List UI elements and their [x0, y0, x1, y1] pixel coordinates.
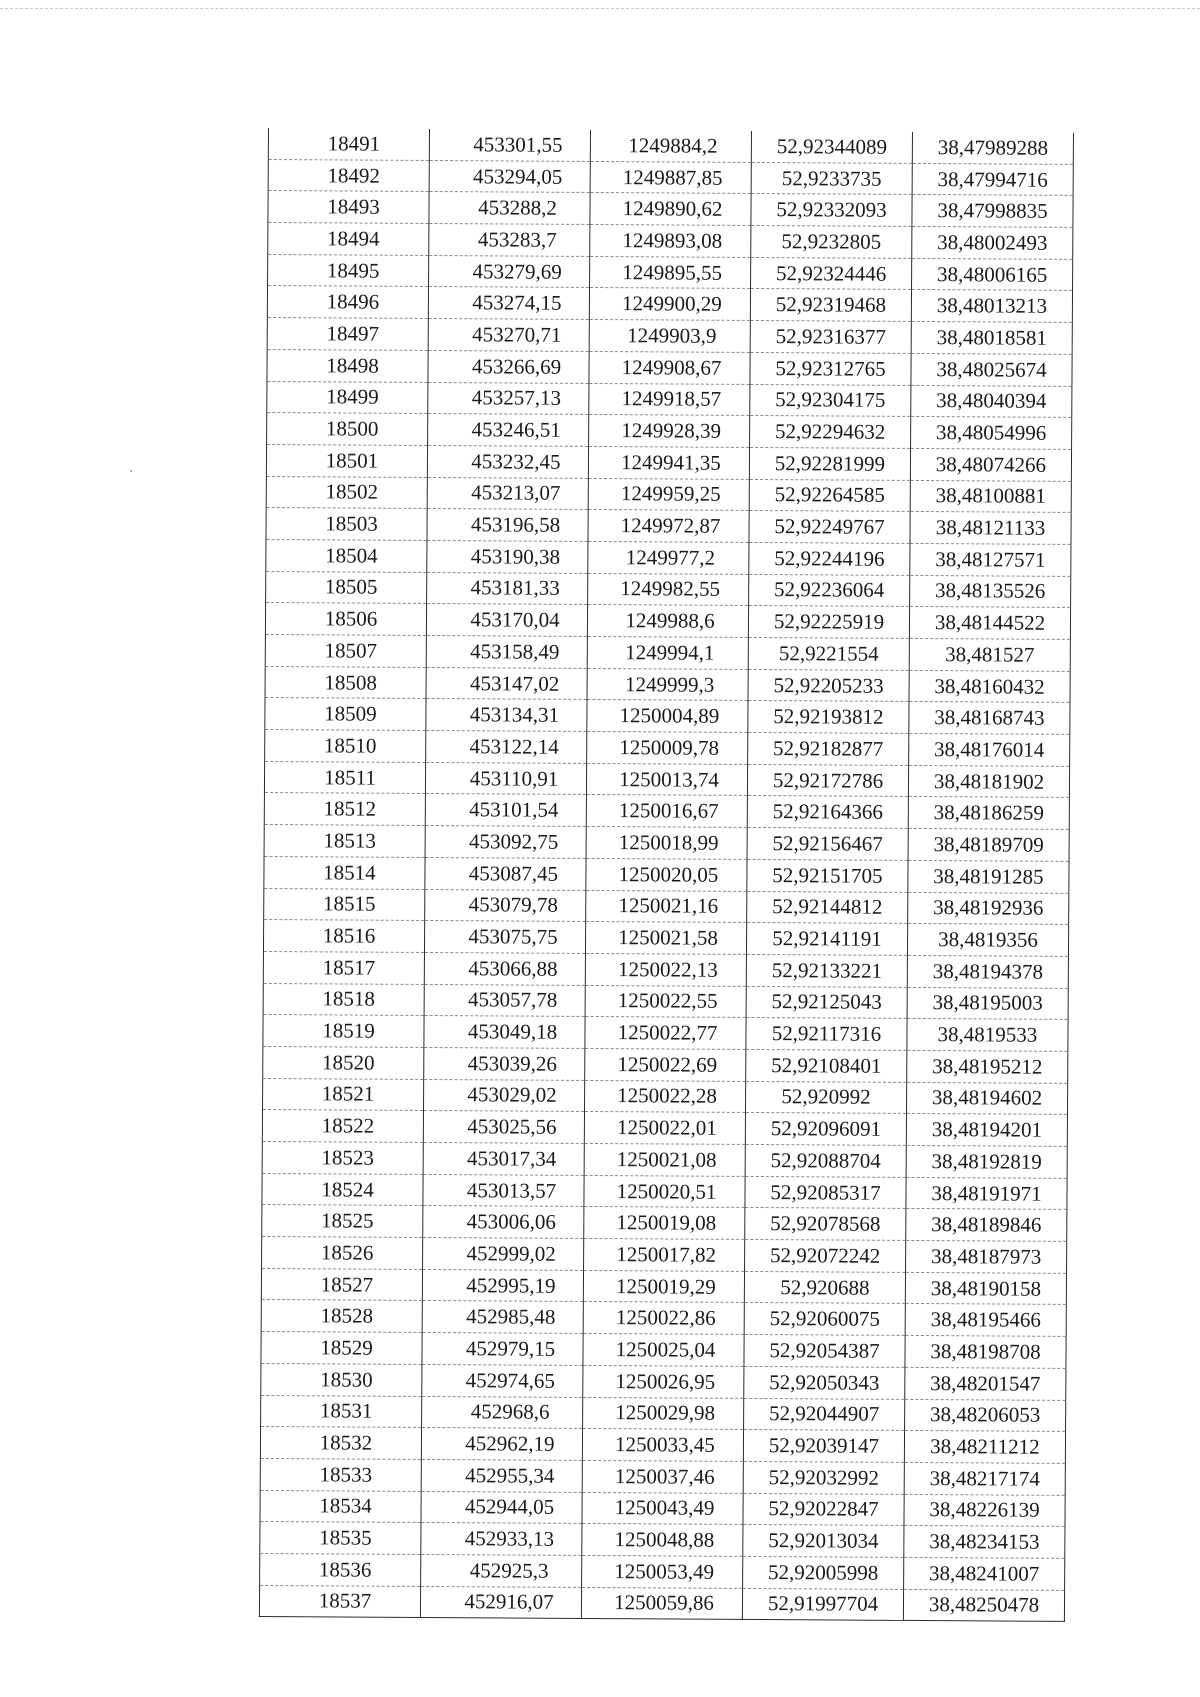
y-coordinate-cell: 1250059,86: [581, 1587, 742, 1620]
y-coordinate-cell: 1249890,62: [590, 193, 751, 226]
point-number-cell: 18513: [264, 825, 425, 858]
table-row: [261, 1363, 1066, 1400]
longitude-cell: 38,48192819: [906, 1145, 1067, 1178]
point-number-cell: 18537: [259, 1585, 420, 1618]
y-coordinate-cell: 1250021,08: [584, 1143, 745, 1176]
latitude-cell: 52,920992: [745, 1081, 906, 1114]
table-row: [267, 413, 1072, 450]
table-row: [263, 1078, 1068, 1115]
longitude-cell: 38,48074266: [910, 448, 1071, 481]
latitude-cell: 52,92332093: [751, 194, 912, 227]
x-coordinate-cell: 452933,13: [421, 1523, 582, 1556]
point-number-cell: 18495: [268, 254, 429, 287]
latitude-cell: 52,92085317: [745, 1176, 906, 1209]
point-number-cell: 18497: [267, 318, 428, 351]
longitude-cell: 38,48013213: [911, 290, 1072, 323]
table-row: [266, 508, 1071, 545]
latitude-cell: 52,92078568: [745, 1208, 906, 1241]
table-row: [262, 1237, 1067, 1274]
point-number-cell: 18503: [266, 508, 427, 541]
x-coordinate-cell: 453134,31: [426, 699, 587, 732]
point-number-cell: 18524: [262, 1173, 423, 1206]
longitude-cell: 38,48040394: [911, 385, 1072, 418]
longitude-cell: 38,48211212: [904, 1431, 1065, 1464]
y-coordinate-cell: 1250022,13: [585, 953, 746, 986]
point-number-cell: 18515: [264, 888, 425, 921]
table-row: [268, 191, 1073, 228]
longitude-cell: 38,48195466: [905, 1304, 1066, 1337]
y-coordinate-cell: 1249908,67: [589, 351, 750, 384]
latitude-cell: 52,92133221: [746, 954, 907, 987]
latitude-cell: 52,92022847: [743, 1493, 904, 1526]
latitude-cell: 52,9232805: [751, 226, 912, 259]
latitude-cell: 52,92144812: [747, 891, 908, 924]
longitude-cell: 38,47998835: [912, 195, 1073, 228]
table-row: [265, 666, 1070, 703]
y-coordinate-cell: 1249982,55: [588, 573, 749, 606]
table-row: [263, 920, 1068, 957]
x-coordinate-cell: 453257,13: [428, 382, 589, 415]
table-row: [263, 983, 1068, 1020]
latitude-cell: 52,9233735: [751, 162, 912, 195]
table-row: [268, 128, 1073, 164]
y-coordinate-cell: 1249887,85: [590, 161, 751, 194]
table-row: [263, 1046, 1068, 1083]
x-coordinate-cell: 453246,51: [428, 414, 589, 447]
y-coordinate-cell: 1249884,2: [590, 130, 751, 162]
point-number-cell: 18528: [261, 1300, 422, 1333]
point-number-cell: 18504: [266, 539, 427, 572]
x-coordinate-cell: 453039,26: [424, 1047, 585, 1080]
latitude-cell: 52,92164366: [747, 796, 908, 829]
point-number-cell: 18508: [265, 666, 426, 699]
point-number-cell: 18507: [265, 634, 426, 667]
point-number-cell: 18533: [260, 1458, 421, 1491]
x-coordinate-cell: 453079,78: [425, 889, 586, 922]
point-number-cell: 18522: [262, 1110, 423, 1143]
table-row: [265, 698, 1070, 735]
point-number-cell: 18502: [266, 476, 427, 509]
x-coordinate-cell: 453075,75: [424, 921, 585, 954]
latitude-cell: 52,92182877: [748, 733, 909, 766]
y-coordinate-cell: 1250022,86: [583, 1302, 744, 1335]
longitude-cell: 38,48025674: [911, 353, 1072, 386]
latitude-cell: 52,9221554: [748, 637, 909, 670]
x-coordinate-cell: 452955,34: [421, 1459, 582, 1492]
longitude-cell: 38,48201547: [905, 1367, 1066, 1400]
y-coordinate-cell: 1249999,3: [587, 668, 748, 701]
x-coordinate-cell: 453049,18: [424, 1016, 585, 1049]
point-number-cell: 18492: [268, 159, 429, 192]
longitude-cell: 38,48226139: [904, 1494, 1065, 1527]
point-number-cell: 18499: [267, 381, 428, 414]
table-row: [261, 1332, 1066, 1369]
table-row: [259, 1585, 1064, 1622]
y-coordinate-cell: 1250022,55: [585, 985, 746, 1018]
table-row: [266, 476, 1071, 513]
table-row: [261, 1268, 1066, 1305]
y-coordinate-cell: 1250019,08: [584, 1207, 745, 1240]
point-number-cell: 18505: [266, 571, 427, 604]
y-coordinate-cell: 1250016,67: [586, 795, 747, 828]
y-coordinate-cell: 1250013,74: [586, 763, 747, 796]
point-number-cell: 18523: [262, 1141, 423, 1174]
point-number-cell: 18517: [263, 951, 424, 984]
latitude-cell: 52,92039147: [743, 1430, 904, 1463]
longitude-cell: 38,4819533: [907, 1019, 1068, 1052]
longitude-cell: 38,48191971: [906, 1177, 1067, 1210]
latitude-cell: 52,92072242: [745, 1239, 906, 1272]
x-coordinate-cell: 453274,15: [428, 287, 589, 320]
point-number-cell: 18511: [264, 761, 425, 794]
latitude-cell: 52,92281999: [749, 447, 910, 480]
longitude-cell: 38,48195212: [907, 1050, 1068, 1083]
longitude-cell: 38,4819356: [907, 924, 1068, 957]
longitude-cell: 38,48100881: [910, 480, 1071, 513]
longitude-cell: 38,48194201: [906, 1114, 1067, 1147]
point-number-cell: 18520: [263, 1046, 424, 1079]
y-coordinate-cell: 1249893,08: [590, 225, 751, 258]
x-coordinate-cell: 452962,19: [421, 1428, 582, 1461]
x-coordinate-cell: 453066,88: [424, 952, 585, 985]
table-row: [265, 730, 1070, 767]
point-number-cell: 18521: [263, 1078, 424, 1111]
latitude-cell: 52,92249767: [749, 511, 910, 544]
longitude-cell: 38,48217174: [904, 1462, 1065, 1495]
latitude-cell: 52,92294632: [750, 416, 911, 449]
y-coordinate-cell: 1250026,95: [583, 1365, 744, 1398]
coordinate-table-body: [259, 128, 1073, 1622]
scan-speck: [130, 470, 132, 472]
longitude-cell: 38,48189709: [908, 829, 1069, 862]
coordinate-table: [259, 128, 1074, 1622]
y-coordinate-cell: 1250021,58: [585, 922, 746, 955]
x-coordinate-cell: 453006,06: [423, 1206, 584, 1239]
latitude-cell: 52,92236064: [749, 574, 910, 607]
longitude-cell: 38,47994716: [912, 163, 1073, 196]
x-coordinate-cell: 453122,14: [426, 731, 587, 764]
point-number-cell: 18491: [268, 128, 429, 160]
x-coordinate-cell: 452974,65: [422, 1364, 583, 1397]
y-coordinate-cell: 1249977,2: [588, 541, 749, 574]
x-coordinate-cell: 453025,56: [423, 1111, 584, 1144]
longitude-cell: 38,48189846: [906, 1209, 1067, 1242]
x-coordinate-cell: 453266,69: [428, 350, 589, 383]
x-coordinate-cell: 453279,69: [429, 255, 590, 288]
x-coordinate-cell: 453170,04: [426, 604, 587, 637]
x-coordinate-cell: 453110,91: [425, 762, 586, 795]
y-coordinate-cell: 1249895,55: [590, 256, 751, 289]
y-coordinate-cell: 1249988,6: [587, 605, 748, 638]
x-coordinate-cell: 453213,07: [427, 477, 588, 510]
longitude-cell: 38,48191285: [908, 860, 1069, 893]
longitude-cell: 38,48186259: [908, 797, 1069, 830]
latitude-cell: 52,92054387: [744, 1335, 905, 1368]
point-number-cell: 18526: [262, 1237, 423, 1270]
point-number-cell: 18496: [267, 286, 428, 319]
longitude-cell: 38,48018581: [911, 322, 1072, 355]
table-row: [260, 1522, 1065, 1559]
point-number-cell: 18529: [261, 1332, 422, 1365]
y-coordinate-cell: 1249972,87: [588, 510, 749, 543]
table-row: [266, 539, 1071, 576]
latitude-cell: 52,92013034: [743, 1525, 904, 1558]
x-coordinate-cell: 452968,6: [422, 1396, 583, 1429]
table-row: [263, 951, 1068, 988]
latitude-cell: 52,92244196: [749, 542, 910, 575]
longitude-cell: 38,48250478: [903, 1589, 1064, 1622]
table-row: [262, 1205, 1067, 1242]
longitude-cell: 38,48135526: [910, 575, 1071, 608]
y-coordinate-cell: 1250004,89: [587, 700, 748, 733]
longitude-cell: 38,48234153: [904, 1526, 1065, 1559]
y-coordinate-cell: 1249918,57: [589, 383, 750, 416]
y-coordinate-cell: 1250020,51: [584, 1175, 745, 1208]
latitude-cell: 52,92005998: [743, 1556, 904, 1589]
table-row: [265, 603, 1070, 640]
scan-edge: [0, 8, 1200, 9]
latitude-cell: 52,92050343: [744, 1366, 905, 1399]
x-coordinate-cell: 453190,38: [427, 540, 588, 573]
point-number-cell: 18535: [260, 1522, 421, 1555]
point-number-cell: 18500: [267, 413, 428, 446]
latitude-cell: 52,92032992: [743, 1461, 904, 1494]
point-number-cell: 18516: [263, 920, 424, 953]
latitude-cell: 52,92096091: [745, 1113, 906, 1146]
y-coordinate-cell: 1250022,28: [584, 1080, 745, 1113]
y-coordinate-cell: 1249928,39: [589, 415, 750, 448]
point-number-cell: 18509: [265, 698, 426, 731]
table-row: [268, 223, 1073, 260]
table-row: [264, 888, 1069, 925]
latitude-cell: 52,92193812: [748, 701, 909, 734]
x-coordinate-cell: 452985,48: [422, 1301, 583, 1334]
point-number-cell: 18514: [264, 856, 425, 889]
x-coordinate-cell: 453017,34: [423, 1142, 584, 1175]
latitude-cell: 52,92316377: [750, 321, 911, 354]
latitude-cell: 52,92172786: [747, 764, 908, 797]
x-coordinate-cell: 453147,02: [426, 667, 587, 700]
table-row: [265, 634, 1070, 671]
longitude-cell: 38,48241007: [904, 1557, 1065, 1590]
longitude-cell: 38,481527: [909, 638, 1070, 671]
y-coordinate-cell: 1249941,35: [588, 446, 749, 479]
table-row: [264, 825, 1069, 862]
table-row: [268, 159, 1073, 196]
x-coordinate-cell: 453181,33: [427, 572, 588, 605]
x-coordinate-cell: 453057,78: [424, 984, 585, 1017]
point-number-cell: 18494: [268, 223, 429, 256]
point-number-cell: 18536: [260, 1553, 421, 1586]
y-coordinate-cell: 1250018,99: [586, 827, 747, 860]
table-row: [262, 1110, 1067, 1147]
point-number-cell: 18532: [260, 1427, 421, 1460]
latitude-cell: 52,92319468: [750, 289, 911, 322]
x-coordinate-cell: 453270,71: [428, 319, 589, 352]
y-coordinate-cell: 1250019,29: [583, 1270, 744, 1303]
table-row: [261, 1300, 1066, 1337]
x-coordinate-cell: 453196,58: [427, 509, 588, 542]
point-number-cell: 18493: [268, 191, 429, 224]
latitude-cell: 52,91997704: [742, 1588, 903, 1621]
latitude-cell: 52,92324446: [751, 257, 912, 290]
point-number-cell: 18510: [265, 730, 426, 763]
table-row: [266, 444, 1071, 481]
point-number-cell: 18506: [265, 603, 426, 636]
table-row: [260, 1427, 1065, 1464]
point-number-cell: 18530: [261, 1363, 422, 1396]
y-coordinate-cell: 1250053,49: [582, 1555, 743, 1588]
x-coordinate-cell: 452925,3: [421, 1554, 582, 1587]
longitude-cell: 38,48192936: [908, 892, 1069, 925]
latitude-cell: 52,92141191: [746, 923, 907, 956]
latitude-cell: 52,92264585: [749, 479, 910, 512]
point-number-cell: 18512: [264, 793, 425, 826]
latitude-cell: 52,92088704: [745, 1144, 906, 1177]
longitude-cell: 38,48195003: [907, 987, 1068, 1020]
longitude-cell: 38,47989288: [912, 132, 1073, 164]
y-coordinate-cell: 1250021,16: [586, 890, 747, 923]
longitude-cell: 38,48002493: [912, 226, 1073, 259]
longitude-cell: 38,48006165: [912, 258, 1073, 291]
latitude-cell: 52,920688: [744, 1271, 905, 1304]
x-coordinate-cell: 453283,7: [429, 224, 590, 257]
table-row: [261, 1395, 1066, 1432]
table-row: [262, 1173, 1067, 1210]
latitude-cell: 52,92312765: [750, 352, 911, 385]
x-coordinate-cell: 453158,49: [426, 635, 587, 668]
latitude-cell: 52,92151705: [747, 859, 908, 892]
x-coordinate-cell: 452995,19: [422, 1269, 583, 1302]
table-row: [262, 1141, 1067, 1178]
latitude-cell: 52,92344089: [751, 131, 912, 163]
x-coordinate-cell: 453294,05: [429, 160, 590, 193]
longitude-cell: 38,48160432: [909, 670, 1070, 703]
y-coordinate-cell: 1250048,88: [582, 1524, 743, 1557]
x-coordinate-cell: 452944,05: [421, 1491, 582, 1524]
x-coordinate-cell: 452916,07: [420, 1586, 581, 1619]
x-coordinate-cell: 452979,15: [422, 1333, 583, 1366]
y-coordinate-cell: 1250043,49: [582, 1492, 743, 1525]
x-coordinate-cell: 453092,75: [425, 826, 586, 859]
longitude-cell: 38,48206053: [905, 1399, 1066, 1432]
table-row: [260, 1458, 1065, 1495]
table-row: [266, 571, 1071, 608]
point-number-cell: 18534: [260, 1490, 421, 1523]
point-number-cell: 18501: [266, 444, 427, 477]
y-coordinate-cell: 1250025,04: [583, 1334, 744, 1367]
y-coordinate-cell: 1250009,78: [587, 732, 748, 765]
latitude-cell: 52,92304175: [750, 384, 911, 417]
y-coordinate-cell: 1249994,1: [587, 636, 748, 669]
latitude-cell: 52,92205233: [748, 669, 909, 702]
latitude-cell: 52,92125043: [746, 986, 907, 1019]
x-coordinate-cell: 453101,54: [425, 794, 586, 827]
x-coordinate-cell: 453301,55: [429, 129, 590, 161]
y-coordinate-cell: 1250037,46: [582, 1460, 743, 1493]
point-number-cell: 18525: [262, 1205, 423, 1238]
longitude-cell: 38,48054996: [911, 417, 1072, 450]
point-number-cell: 18498: [267, 349, 428, 382]
latitude-cell: 52,92060075: [744, 1303, 905, 1336]
table-row: [264, 856, 1069, 893]
x-coordinate-cell: 453029,02: [423, 1079, 584, 1112]
latitude-cell: 52,92225919: [748, 606, 909, 639]
longitude-cell: 38,48198708: [905, 1336, 1066, 1369]
longitude-cell: 38,48194602: [906, 1082, 1067, 1115]
x-coordinate-cell: 452999,02: [423, 1238, 584, 1271]
table-row: [267, 381, 1072, 418]
y-coordinate-cell: 1250022,77: [585, 1017, 746, 1050]
y-coordinate-cell: 1250022,01: [584, 1112, 745, 1145]
table-row: [260, 1553, 1065, 1590]
table-row: [267, 318, 1072, 355]
latitude-cell: 52,92044907: [744, 1398, 905, 1431]
longitude-cell: 38,48190158: [905, 1272, 1066, 1305]
y-coordinate-cell: 1250017,82: [584, 1239, 745, 1272]
longitude-cell: 38,48194378: [907, 955, 1068, 988]
table-row: [268, 254, 1073, 291]
latitude-cell: 52,92108401: [746, 1049, 907, 1082]
longitude-cell: 38,48176014: [909, 733, 1070, 766]
latitude-cell: 52,92117316: [746, 1018, 907, 1051]
x-coordinate-cell: 453288,2: [429, 192, 590, 225]
point-number-cell: 18531: [261, 1395, 422, 1428]
table-row: [263, 1015, 1068, 1052]
point-number-cell: 18519: [263, 1015, 424, 1048]
x-coordinate-cell: 453232,45: [427, 445, 588, 478]
x-coordinate-cell: 453087,45: [425, 857, 586, 890]
longitude-cell: 38,48144522: [909, 607, 1070, 640]
latitude-cell: 52,92156467: [747, 828, 908, 861]
table-row: [264, 761, 1069, 798]
longitude-cell: 38,48181902: [908, 765, 1069, 798]
longitude-cell: 38,48168743: [909, 702, 1070, 735]
longitude-cell: 38,48121133: [910, 512, 1071, 545]
y-coordinate-cell: 1250020,05: [586, 858, 747, 891]
table-row: [267, 286, 1072, 323]
table-row: [264, 793, 1069, 830]
y-coordinate-cell: 1250022,69: [585, 1048, 746, 1081]
x-coordinate-cell: 453013,57: [423, 1174, 584, 1207]
y-coordinate-cell: 1250033,45: [582, 1429, 743, 1462]
point-number-cell: 18527: [261, 1268, 422, 1301]
y-coordinate-cell: 1249900,29: [589, 288, 750, 321]
point-number-cell: 18518: [263, 983, 424, 1016]
y-coordinate-cell: 1249903,9: [589, 320, 750, 353]
longitude-cell: 38,48127571: [910, 543, 1071, 576]
table-row: [267, 349, 1072, 386]
longitude-cell: 38,48187973: [906, 1240, 1067, 1273]
y-coordinate-cell: 1249959,25: [588, 478, 749, 511]
table-row: [260, 1490, 1065, 1527]
y-coordinate-cell: 1250029,98: [583, 1397, 744, 1430]
